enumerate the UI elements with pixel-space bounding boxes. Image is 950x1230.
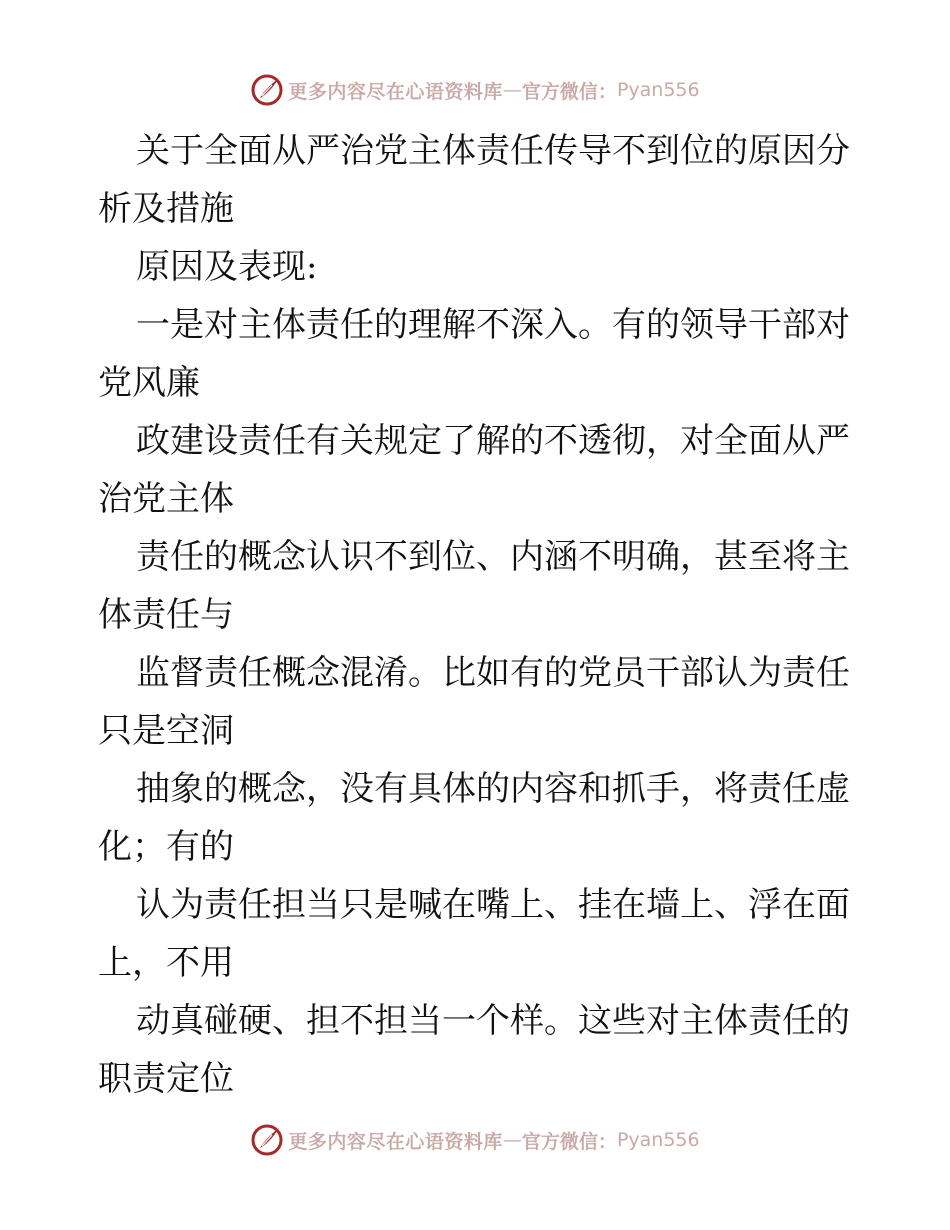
text-line: 认为责任担当只是喊在嘴上、挂在墙上、浮在面: [136, 885, 850, 925]
banner-text: 更多内容尽在心语资料库: [288, 1130, 503, 1153]
footer-banner: [0, 1120, 950, 1160]
text-line: 动真碰硬、担不担当一个样。这些对主体责任的: [136, 1001, 850, 1041]
banner-text: 更多内容尽在心语资料库: [288, 80, 503, 103]
text-line: 党风廉: [98, 363, 200, 403]
banner-dash: —: [502, 1129, 522, 1151]
text-line: 职责定位: [98, 1059, 234, 1099]
text-line: 化；有的: [98, 827, 234, 867]
text-line: 只是空洞: [98, 711, 234, 751]
text-line: 一是对主体责任的理解不深入。有的领导干部对: [136, 305, 850, 345]
text-line: 政建设责任有关规定了解的不透彻，对全面从严: [136, 421, 850, 461]
text-line: 治党主体: [98, 479, 234, 519]
banner-dash: —: [502, 79, 522, 101]
banner-wechat-label: 官方微信：: [521, 1130, 617, 1153]
text-line: 上，不用: [98, 943, 234, 983]
feather-pen-circle-icon: [250, 73, 284, 107]
text-line: 原因及表现:: [136, 247, 318, 287]
text-line: 关于全面从严治党主体责任传导不到位的原因分: [136, 131, 850, 171]
banner-wechat-id: Pyan556: [616, 79, 700, 101]
text-line: 责任的概念认识不到位、内涵不明确，甚至将主: [136, 537, 850, 577]
text-line: 析及措施: [98, 189, 234, 229]
text-line: 抽象的概念，没有具体的内容和抓手，将责任虚: [136, 769, 850, 809]
text-line: 监督责任概念混淆。比如有的党员干部认为责任: [136, 653, 850, 693]
text-line: 体责任与: [98, 595, 234, 635]
banner-wechat-id: Pyan556: [616, 1129, 700, 1151]
feather-pen-circle-icon: [250, 1123, 284, 1157]
document-body: [98, 122, 858, 1108]
header-banner: [0, 70, 950, 110]
banner-wechat-label: 官方微信：: [521, 80, 617, 103]
